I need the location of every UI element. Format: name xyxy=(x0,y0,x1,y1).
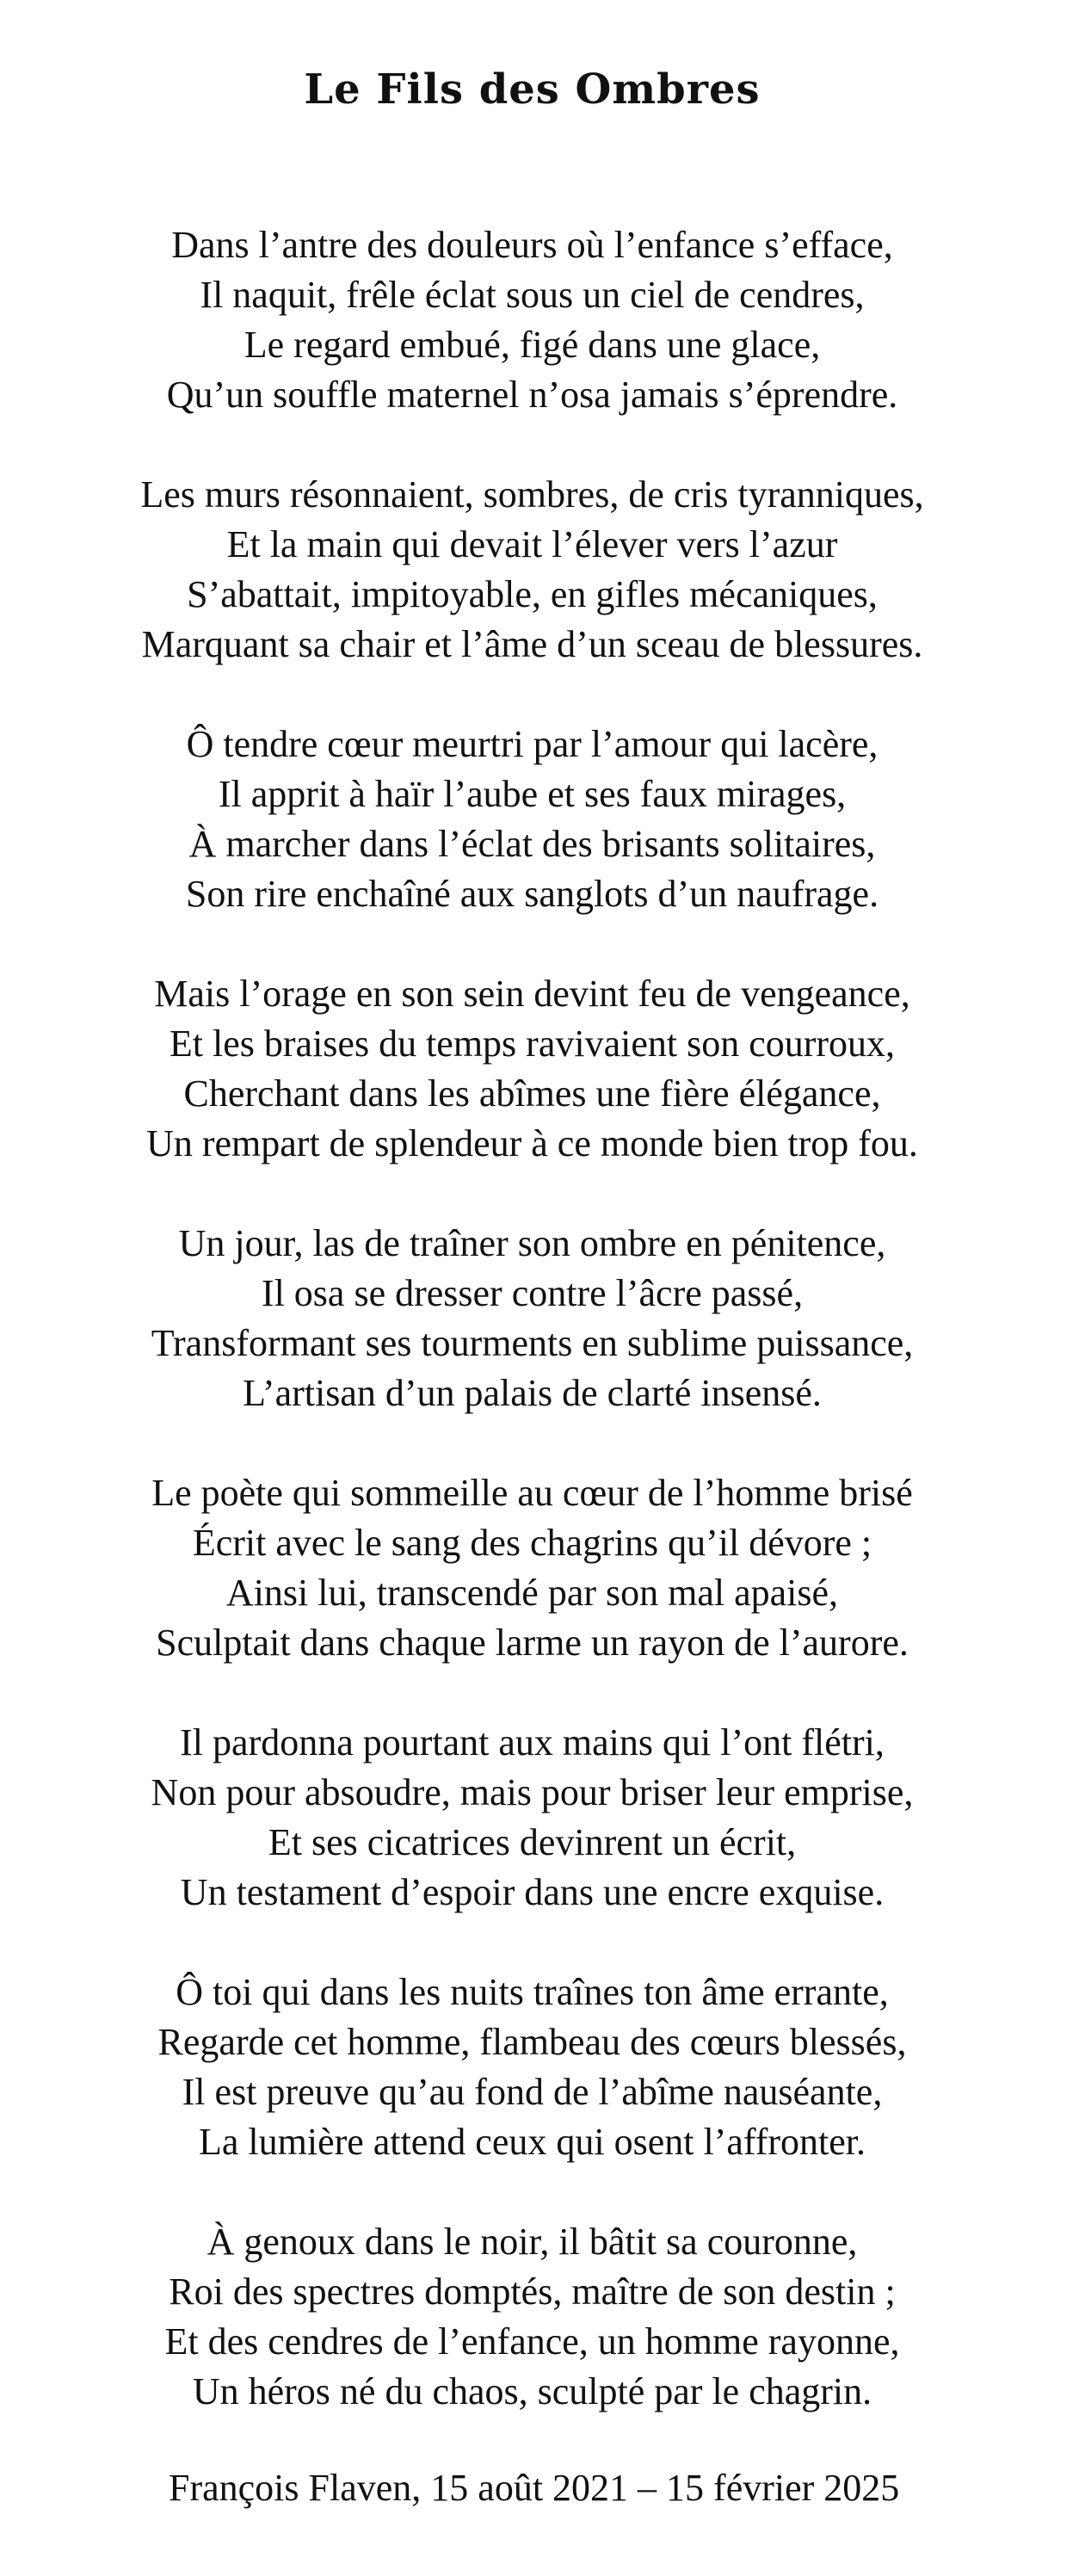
poem-line: Mais l’orage en son sein devint feu de vengeance, xyxy=(154,973,910,1015)
poem-line: Et ses cicatrices devinrent un écrit, xyxy=(268,1821,797,1863)
poem-line: Et des cendres de l’enfance, un homme rayonne, xyxy=(164,2320,900,2363)
poem-line: Ô toi qui dans les nuits traînes ton âme errante, xyxy=(176,1971,889,2013)
poem-line: Il osa se dresser contre l’âcre passé, xyxy=(261,1272,804,1314)
poem-line: Qu’un souffle maternel n’osa jamais s’éprendre. xyxy=(166,374,898,416)
stanza-9 xyxy=(0,2217,1064,2417)
stanza-6 xyxy=(0,1468,1064,1668)
poem-line: Non pour absoudre, mais pour briser leur emprise, xyxy=(151,1771,914,1813)
poem-line: Le poète qui sommeille au cœur de l’homme brisé xyxy=(151,1472,913,1514)
poem-line: Transformant ses tourments en sublime puissance, xyxy=(151,1322,914,1364)
poem-line: À genoux dans le noir, il bâtit sa couronne, xyxy=(207,2221,858,2263)
poem-line: Et les braises du temps ravivaient son courroux, xyxy=(169,1022,896,1065)
poem-line: Les murs résonnaient, sombres, de cris tyranniques, xyxy=(140,473,924,516)
poem-line: Et la main qui devait l’élever vers l’azur xyxy=(226,523,838,565)
poem-line: S’abattait, impitoyable, en gifles mécaniques, xyxy=(187,573,878,615)
poem-title: Le Fils des Ombres xyxy=(304,65,761,114)
poem-line: L’artisan d’un palais de clarté insensé. xyxy=(243,1372,822,1414)
stanza-1 xyxy=(0,220,1064,420)
poem-line: Un rempart de splendeur à ce monde bien trop fou. xyxy=(146,1122,918,1164)
poem-line: À marcher dans l’éclat des brisants solitaires, xyxy=(188,823,876,865)
poem-line: Un testament d’espoir dans une encre exquise. xyxy=(180,1871,885,1913)
poem-line: Il pardonna pourtant aux mains qui l’ont flétri, xyxy=(180,1721,885,1764)
poem-line: Le regard embué, figé dans une glace, xyxy=(244,324,821,366)
poem-body xyxy=(0,220,1064,2467)
poem-line: Il est preuve qu’au fond de l’abîme nauséante, xyxy=(182,2071,883,2113)
stanza-2 xyxy=(0,470,1064,670)
poem-line: Ainsi lui, transcendé par son mal apaisé, xyxy=(225,1572,839,1614)
poem-line: Ô tendre cœur meurtri par l’amour qui lacère, xyxy=(186,723,878,765)
poem-line: Il naquit, frêle éclat sous un ciel de cendres, xyxy=(200,274,865,316)
stanza-3 xyxy=(0,720,1064,919)
poem-line: Écrit avec le sang des chagrins qu’il dévore ; xyxy=(192,1522,872,1564)
poem-line: Regarde cet homme, flambeau des cœurs blessés, xyxy=(157,2021,907,2063)
poem-line: Son rire enchaîné aux sanglots d’un naufrage. xyxy=(185,873,879,915)
stanza-7 xyxy=(0,1718,1064,1918)
stanza-4 xyxy=(0,969,1064,1169)
poem-line: Un héros né du chaos, sculpté par le chagrin. xyxy=(192,2370,872,2412)
stanza-5 xyxy=(0,1219,1064,1418)
stanza-8 xyxy=(0,1968,1064,2167)
poem-line: Un jour, las de traîner son ombre en pénitence, xyxy=(178,1222,886,1264)
poem-line: Cherchant dans les abîmes une fière élégance, xyxy=(183,1072,881,1115)
poem-line: Roi des spectres domptés, maître de son destin ; xyxy=(169,2270,896,2313)
author-signature: François Flaven, 15 août 2021 – 15 février 2025 xyxy=(169,2467,900,2509)
poem-line: Sculptait dans chaque larme un rayon de l’aurore. xyxy=(156,1622,909,1664)
poem-line: Il apprit à haïr l’aube et ses faux mirages, xyxy=(218,773,847,815)
poem-line: Marquant sa chair et l’âme d’un sceau de blessures. xyxy=(141,623,923,665)
poem-line: La lumière attend ceux qui osent l’affronter. xyxy=(198,2121,866,2163)
poem-line: Dans l’antre des douleurs où l’enfance s’efface, xyxy=(171,224,893,266)
